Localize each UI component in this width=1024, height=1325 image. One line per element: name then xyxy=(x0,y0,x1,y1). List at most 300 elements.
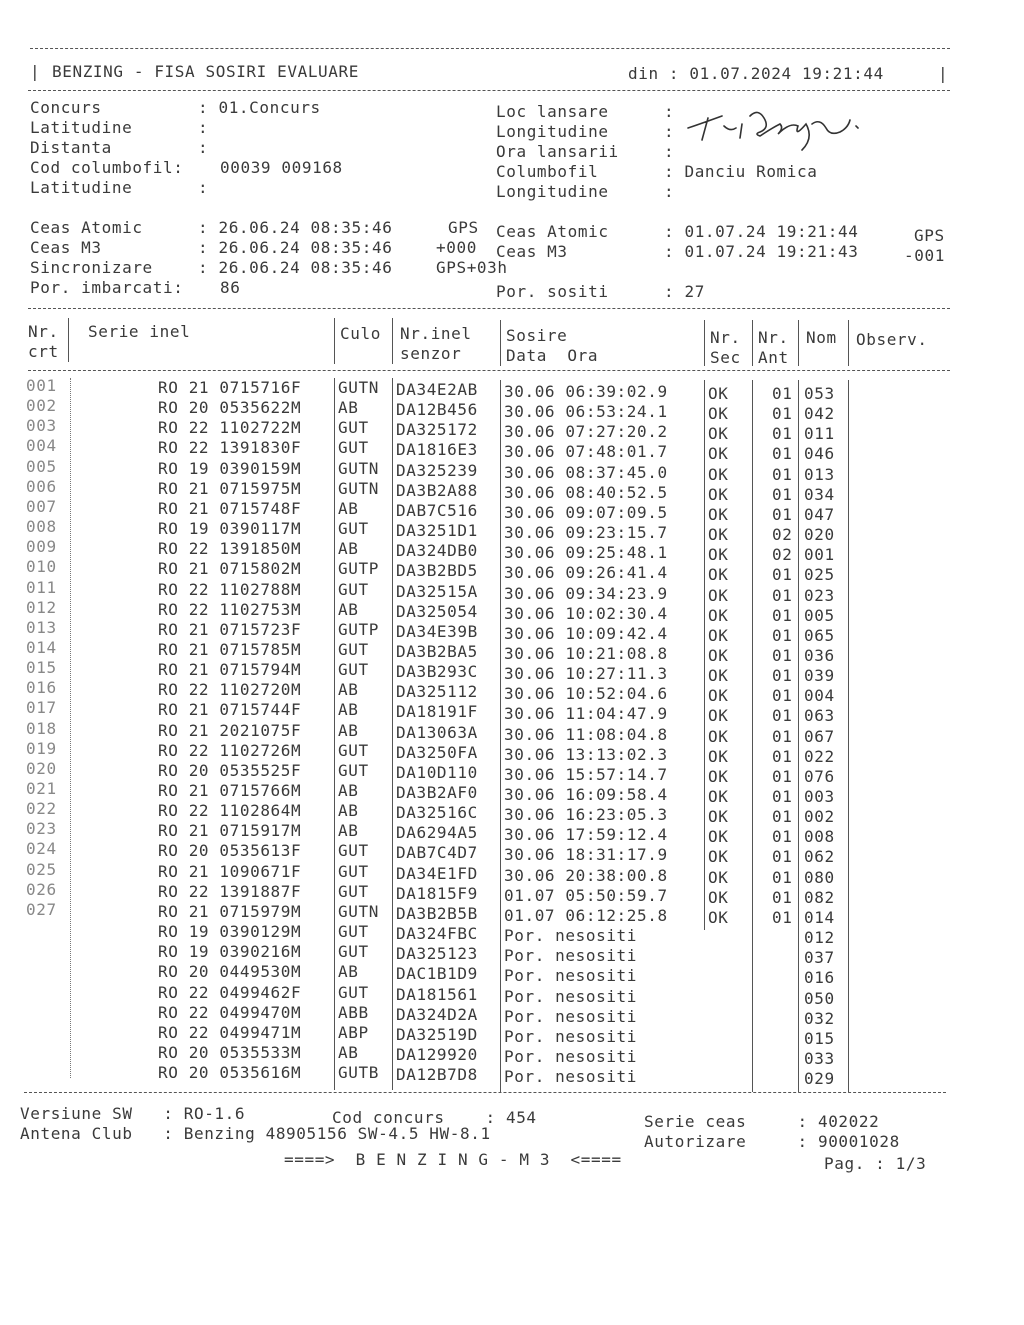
cell-nr: 025 xyxy=(26,859,57,879)
cell-culo: GUT xyxy=(338,881,369,901)
cell-senzor: DA32519D xyxy=(396,1024,478,1044)
cell-ant: 01 xyxy=(772,645,793,665)
cell-sosire: 30.06 16:23:05.3 xyxy=(504,805,668,825)
table-row xyxy=(0,859,1024,887)
table-row xyxy=(0,960,1024,988)
cell-nom: 029 xyxy=(804,1069,835,1089)
cell-ant: 01 xyxy=(772,766,793,786)
cell-sosire: Por. nesositi xyxy=(504,1067,638,1087)
cell-nr: 002 xyxy=(26,396,57,416)
cell-nr: 001 xyxy=(26,376,57,395)
cell-serie: RO 22 0499471M xyxy=(158,1022,302,1042)
table-row xyxy=(0,779,1024,806)
cell-nom: 039 xyxy=(804,666,835,686)
info-label: Latitudine xyxy=(30,118,133,137)
cell-serie: RO 22 1391830F xyxy=(158,438,302,458)
cell-sosire: 30.06 07:48:01.7 xyxy=(504,442,668,462)
cell-nr: 011 xyxy=(26,577,57,597)
cell-sec: OK xyxy=(708,807,729,827)
info-label: Concurs xyxy=(30,98,102,117)
cell-culo: GUT xyxy=(338,438,369,458)
cell-serie: RO 21 0715748F xyxy=(158,498,302,518)
clock-suffix: GPS xyxy=(914,226,945,245)
cell-sosire: Por. nesositi xyxy=(504,1046,638,1066)
clock-label: Por. sositi xyxy=(496,282,609,301)
clock-suffix: GPS+03h xyxy=(436,258,508,277)
cell-senzor: DA325172 xyxy=(396,420,478,440)
cell-sec: OK xyxy=(708,907,729,927)
table-row xyxy=(0,577,1024,605)
cell-sec: OK xyxy=(708,585,729,605)
cell-sosire: Por. nesositi xyxy=(504,986,638,1006)
cell-nom: 036 xyxy=(804,645,835,665)
col-nom-header: Nom xyxy=(806,328,837,347)
clock-value: : 26.06.24 08:35:46 xyxy=(198,258,393,277)
table-row xyxy=(0,698,1024,726)
cell-nr: 015 xyxy=(26,658,57,678)
cell-ant: 02 xyxy=(772,525,793,545)
cell-nom: 016 xyxy=(804,968,835,988)
cell-serie: RO 22 1391850M xyxy=(158,539,302,559)
cell-sec: OK xyxy=(708,404,729,424)
cell-sosire: Por. nesositi xyxy=(504,1006,638,1026)
cell-nr: 018 xyxy=(26,718,57,738)
cell-sosire: 30.06 10:52:04.6 xyxy=(504,684,668,704)
cell-sec: OK xyxy=(708,766,729,786)
cell-serie: RO 21 0715917M xyxy=(158,821,302,841)
cell-culo: AB xyxy=(338,801,359,821)
cell-serie: RO 22 0499470M xyxy=(158,1002,302,1022)
table-row xyxy=(0,678,1024,706)
table-row xyxy=(0,899,1024,927)
cell-sec: OK xyxy=(708,726,729,746)
cell-nom: 037 xyxy=(804,948,835,968)
info-label: Columbofil xyxy=(496,162,599,181)
footer-serie-ceas: Serie ceas : 402022 xyxy=(644,1112,880,1131)
cell-culo: AB xyxy=(338,720,359,740)
table-row xyxy=(0,658,1024,686)
cell-culo: GUT xyxy=(338,861,369,881)
cell-nom: 080 xyxy=(804,867,835,887)
col-serie-header: Serie inel xyxy=(88,322,191,341)
cell-sec: OK xyxy=(708,686,729,706)
cell-serie: RO 21 0715766M xyxy=(158,781,302,800)
cell-nom: 003 xyxy=(804,787,835,806)
cell-ant: 01 xyxy=(772,565,793,585)
table-row xyxy=(0,496,1024,524)
footer-autorizare: Autorizare : 90001028 xyxy=(644,1132,900,1151)
cell-sec: OK xyxy=(708,706,729,726)
cell-serie: RO 21 0715716F xyxy=(158,378,302,397)
cell-senzor: DA10D110 xyxy=(396,762,478,782)
info-value: : 01.Concurs xyxy=(198,98,321,117)
cell-ant: 01 xyxy=(772,867,793,887)
cell-sosire: Por. nesositi xyxy=(504,946,638,966)
table-row xyxy=(0,981,1024,1008)
clock-suffix: GPS xyxy=(448,218,479,237)
cell-senzor: DA3B2AF0 xyxy=(396,783,478,802)
cell-culo: GUT xyxy=(338,519,369,539)
cell-ant: 01 xyxy=(772,807,793,827)
info-value: : xyxy=(664,142,675,161)
cell-culo: GUTN xyxy=(338,458,379,478)
col-nr-line2: crt xyxy=(28,342,59,361)
cell-sosire: 30.06 18:31:17.9 xyxy=(504,845,668,865)
cell-sosire: 30.06 08:40:52.5 xyxy=(504,482,668,502)
cell-sec: OK xyxy=(708,545,729,565)
cell-senzor: DA1815F9 xyxy=(396,883,478,903)
cell-nom: 047 xyxy=(804,504,835,524)
clock-label: Ceas M3 xyxy=(30,238,102,257)
cell-sosire: Por. nesositi xyxy=(504,966,638,986)
table-row xyxy=(0,799,1024,827)
cell-serie: RO 21 1090671F xyxy=(158,861,302,881)
clock-value: 86 xyxy=(220,278,241,297)
cell-nr: 008 xyxy=(26,517,57,537)
cell-senzor: DA1816E3 xyxy=(396,440,478,460)
cell-sec: OK xyxy=(708,787,729,806)
cell-nr: 027 xyxy=(26,899,57,919)
col-sep-serie xyxy=(334,318,335,364)
cell-culo: GUT xyxy=(338,942,369,962)
cell-sosire: Por. nesositi xyxy=(504,1026,638,1046)
cell-ant: 01 xyxy=(772,444,793,464)
cell-nom: 062 xyxy=(804,847,835,867)
cell-senzor: DA129920 xyxy=(396,1044,478,1064)
cell-sosire: 30.06 10:02:30.4 xyxy=(504,603,668,623)
cell-nom: 065 xyxy=(804,625,835,645)
clock-suffix: +000 xyxy=(436,238,477,257)
cell-sosire: 30.06 08:37:45.0 xyxy=(504,462,668,482)
cell-nom: 002 xyxy=(804,807,835,827)
cell-nom: 053 xyxy=(804,384,835,403)
cell-sec: OK xyxy=(708,887,729,907)
cell-sosire: 30.06 09:34:23.9 xyxy=(504,583,668,603)
cell-culo: GUT xyxy=(338,982,369,1002)
cell-senzor: DA324D2A xyxy=(396,1004,478,1024)
info-label: Cod columbofil: xyxy=(30,158,184,177)
cell-serie: RO 20 0535622M xyxy=(158,398,302,418)
table-row xyxy=(0,436,1024,464)
cell-culo: GUTP xyxy=(338,559,379,579)
cell-sec: OK xyxy=(708,565,729,585)
cell-culo: AB xyxy=(338,599,359,619)
cell-nr: 013 xyxy=(26,617,57,637)
cell-sosire: 01.07 06:12:25.8 xyxy=(504,905,668,925)
cell-nom: 004 xyxy=(804,686,835,706)
header-divider xyxy=(28,90,950,91)
cell-sosire: 30.06 10:27:11.3 xyxy=(504,664,668,684)
col-sep-ant xyxy=(798,320,799,366)
table-row xyxy=(0,557,1024,585)
cell-sec: OK xyxy=(708,525,729,545)
cell-culo: AB xyxy=(338,700,359,720)
info-value: : xyxy=(198,178,209,197)
cell-nr: 006 xyxy=(26,476,57,496)
cell-serie: RO 22 1391887F xyxy=(158,881,302,901)
info-value: : xyxy=(664,102,675,121)
info-label: Longitudine xyxy=(496,122,609,141)
cell-nr: 003 xyxy=(26,416,57,436)
table-row xyxy=(0,1021,1024,1048)
table-row xyxy=(0,637,1024,665)
cell-nom: 023 xyxy=(804,585,835,605)
cell-culo: AB xyxy=(338,962,359,982)
cell-senzor: DA34E1FD xyxy=(396,863,478,883)
cell-nom: 042 xyxy=(804,404,835,424)
top-divider xyxy=(30,48,950,49)
cell-senzor: DA3B2B5B xyxy=(396,903,478,923)
cell-senzor: DAC1B1D9 xyxy=(396,964,478,984)
col-sep-culo xyxy=(392,318,393,364)
col-sosire-line1: Sosire xyxy=(506,326,568,345)
cell-sosire: 30.06 06:53:24.1 xyxy=(504,402,668,422)
cell-ant: 01 xyxy=(772,464,793,484)
cell-serie: RO 21 0715802M xyxy=(158,559,302,579)
cell-nr: 017 xyxy=(26,698,57,718)
footer-antena: Antena Club : Benzing 48905156 SW-4.5 HW-8.1 xyxy=(20,1124,491,1143)
cell-culo: AB xyxy=(338,680,359,700)
col-obs-header: Observ. xyxy=(856,330,928,349)
clock-label: Sincronizare xyxy=(30,258,153,277)
table-row xyxy=(0,456,1024,484)
cell-culo: GUT xyxy=(338,922,369,942)
cell-sec: OK xyxy=(708,504,729,524)
cell-nom: 022 xyxy=(804,746,835,766)
cell-ant: 02 xyxy=(772,545,793,565)
cell-culo: GUT xyxy=(338,639,369,659)
cell-culo: GUT xyxy=(338,579,369,599)
cell-culo: GUTN xyxy=(338,478,379,498)
info-label: Distanta xyxy=(30,138,112,157)
footer-divider xyxy=(24,1092,946,1093)
clock-label: Ceas M3 xyxy=(496,242,568,261)
cell-sosire: 30.06 09:07:09.5 xyxy=(504,502,668,522)
cell-senzor: DA3B2BD5 xyxy=(396,561,478,581)
footer-page: Pag. : 1/3 xyxy=(824,1154,927,1173)
cell-ant: 01 xyxy=(772,847,793,867)
cell-nr: 004 xyxy=(26,436,57,456)
cell-sosire: 30.06 06:39:02.9 xyxy=(504,382,668,401)
cell-senzor: DA34E39B xyxy=(396,621,478,641)
cell-serie: RO 19 0390129M xyxy=(158,922,302,942)
cell-serie: RO 20 0535533M xyxy=(158,1042,302,1062)
cell-nom: 076 xyxy=(804,766,835,786)
cell-culo: GUTP xyxy=(338,619,379,639)
cell-senzor: DA34E2AB xyxy=(396,380,478,399)
cell-senzor: DA324FBC xyxy=(396,924,478,944)
cell-serie: RO 22 1102753M xyxy=(158,599,302,619)
cell-culo: GUT xyxy=(338,841,369,861)
cell-sec: OK xyxy=(708,746,729,766)
cell-nr: 023 xyxy=(26,819,57,839)
cell-serie: RO 22 0499462F xyxy=(158,982,302,1002)
cell-senzor: DA3B2BA5 xyxy=(396,641,478,661)
info-value: : Danciu Romica xyxy=(664,162,818,181)
cell-nr: 019 xyxy=(26,738,57,758)
cell-sec: OK xyxy=(708,464,729,484)
handwritten-signature xyxy=(680,98,880,158)
cell-senzor: DA12B456 xyxy=(396,400,478,420)
table-row xyxy=(0,396,1024,424)
print-date: din : 01.07.2024 19:21:44 xyxy=(628,64,884,83)
table-row xyxy=(0,1001,1024,1028)
cell-nom: 014 xyxy=(804,907,835,927)
cell-serie: RO 21 2021075F xyxy=(158,720,302,740)
table-row xyxy=(0,879,1024,907)
table-row xyxy=(0,940,1024,968)
cell-culo: AB xyxy=(338,539,359,559)
cell-culo: GUT xyxy=(338,760,369,780)
cell-sec: OK xyxy=(708,605,729,625)
cell-culo: GUTN xyxy=(338,901,379,921)
cell-ant: 01 xyxy=(772,484,793,504)
cell-serie: RO 21 0715723F xyxy=(158,619,302,639)
cell-sosire: 30.06 16:09:58.4 xyxy=(504,785,668,804)
cell-culo: AB xyxy=(338,821,359,841)
cell-senzor: DA181561 xyxy=(396,984,478,1004)
cell-nom: 015 xyxy=(804,1028,835,1048)
cell-nr: 024 xyxy=(26,839,57,859)
cell-sosire: 30.06 09:25:48.1 xyxy=(504,543,668,563)
col-culo-header: Culo xyxy=(340,324,381,343)
cell-senzor: DA6294A5 xyxy=(396,823,478,843)
cell-serie: RO 21 0715979M xyxy=(158,901,302,921)
cell-sec: OK xyxy=(708,444,729,464)
cell-nom: 050 xyxy=(804,988,835,1008)
clock-label: Por. imbarcati: xyxy=(30,278,184,297)
table-row xyxy=(0,597,1024,625)
cell-nom: 033 xyxy=(804,1048,835,1068)
cell-sec: OK xyxy=(708,424,729,444)
info-value: : xyxy=(198,138,209,157)
col-sep-nr xyxy=(68,318,69,362)
cell-serie: RO 22 1102726M xyxy=(158,740,302,760)
cell-sosire: 30.06 15:57:14.7 xyxy=(504,764,668,784)
cell-sosire: 30.06 17:59:12.4 xyxy=(504,825,668,845)
cell-senzor: DA32516C xyxy=(396,803,478,823)
cell-ant: 01 xyxy=(772,625,793,645)
cell-senzor: DAB7C516 xyxy=(396,500,478,520)
cell-nr: 022 xyxy=(26,799,57,819)
cell-sec: OK xyxy=(708,625,729,645)
table-row xyxy=(0,416,1024,444)
header-right-bar: | xyxy=(938,64,949,83)
table-row xyxy=(0,376,1024,403)
cell-nom: 020 xyxy=(804,525,835,545)
page-title: BENZING - FISA SOSIRI EVALUARE xyxy=(52,62,359,81)
cell-serie: RO 20 0449530M xyxy=(158,962,302,982)
cell-ant: 01 xyxy=(772,666,793,686)
cell-serie: RO 19 0390159M xyxy=(158,458,302,478)
table-row xyxy=(0,738,1024,766)
cell-nom: 013 xyxy=(804,464,835,484)
cell-senzor: DA324DB0 xyxy=(396,541,478,561)
table-row xyxy=(0,517,1024,545)
cell-culo: GUTB xyxy=(338,1063,379,1083)
cell-senzor: DA32515A xyxy=(396,581,478,601)
cell-ant: 01 xyxy=(772,404,793,424)
cell-serie: RO 21 0715785M xyxy=(158,639,302,659)
table-row xyxy=(0,537,1024,565)
clock-value: : 01.07.24 19:21:43 xyxy=(664,242,859,261)
cell-nom: 005 xyxy=(804,605,835,625)
table-row xyxy=(0,920,1024,948)
cell-nom: 063 xyxy=(804,706,835,726)
cell-senzor: DA3250FA xyxy=(396,742,478,762)
col-nr-line1: Nr. xyxy=(28,322,59,341)
cell-sosire: 30.06 07:27:20.2 xyxy=(504,422,668,442)
col-sep-nom xyxy=(848,320,849,366)
cell-serie: RO 22 1102720M xyxy=(158,680,302,700)
cell-culo: AB xyxy=(338,1042,359,1062)
cell-nr: 010 xyxy=(26,557,57,577)
footer-cod-concurs: Cod concurs : 454 xyxy=(332,1108,537,1127)
clock-label: Ceas Atomic xyxy=(30,218,143,237)
cell-ant: 01 xyxy=(772,787,793,806)
cell-ant: 01 xyxy=(772,504,793,524)
cell-serie: RO 22 1102788M xyxy=(158,579,302,599)
cell-serie: RO 21 0715744F xyxy=(158,700,302,720)
cell-sec: OK xyxy=(708,827,729,847)
table-row xyxy=(0,819,1024,847)
clock-divider xyxy=(28,308,950,309)
col-senzor-line2: senzor xyxy=(400,344,462,363)
cell-sec: OK xyxy=(708,384,729,403)
cell-nom: 046 xyxy=(804,444,835,464)
cell-ant: 01 xyxy=(772,887,793,907)
col-senzor-line1: Nr.inel xyxy=(400,324,472,343)
cell-senzor: DA12B7D8 xyxy=(396,1065,478,1085)
cell-nom: 001 xyxy=(804,545,835,565)
cell-ant: 01 xyxy=(772,746,793,766)
cell-senzor: DA325123 xyxy=(396,944,478,964)
table-row xyxy=(0,839,1024,867)
cell-culo: GUT xyxy=(338,418,369,438)
cell-nr: 021 xyxy=(26,779,57,798)
cell-culo: AB xyxy=(338,398,359,418)
cell-nom: 032 xyxy=(804,1008,835,1028)
col-sec-line1: Nr. xyxy=(710,328,741,347)
cell-nom: 008 xyxy=(804,827,835,847)
cell-sosire: 01.07 05:50:59.7 xyxy=(504,885,668,905)
table-row xyxy=(0,476,1024,504)
cell-ant: 01 xyxy=(772,686,793,706)
table-row xyxy=(0,758,1024,786)
cell-senzor: DA13063A xyxy=(396,722,478,742)
info-label: Loc lansare xyxy=(496,102,609,121)
cell-nom: 011 xyxy=(804,424,835,444)
cell-sosire: 30.06 10:21:08.8 xyxy=(504,643,668,663)
cell-serie: RO 22 1102864M xyxy=(158,801,302,821)
cell-senzor: DA18191F xyxy=(396,702,478,722)
cell-sosire: 30.06 10:09:42.4 xyxy=(504,623,668,643)
cell-nr: 014 xyxy=(26,637,57,657)
cell-serie: RO 22 1102722M xyxy=(158,418,302,438)
cell-culo: ABP xyxy=(338,1022,369,1042)
clock-value: : 01.07.24 19:21:44 xyxy=(664,222,859,241)
cell-senzor: DA325054 xyxy=(396,601,478,621)
cell-sec: OK xyxy=(708,645,729,665)
info-value: : xyxy=(664,182,675,201)
info-label: Latitudine xyxy=(30,178,133,197)
cell-nom: 067 xyxy=(804,726,835,746)
cell-serie: RO 19 0390216M xyxy=(158,942,302,962)
cell-nr: 020 xyxy=(26,758,57,778)
cell-ant: 01 xyxy=(772,585,793,605)
info-label: Longitudine xyxy=(496,182,609,201)
cell-nom: 025 xyxy=(804,565,835,585)
